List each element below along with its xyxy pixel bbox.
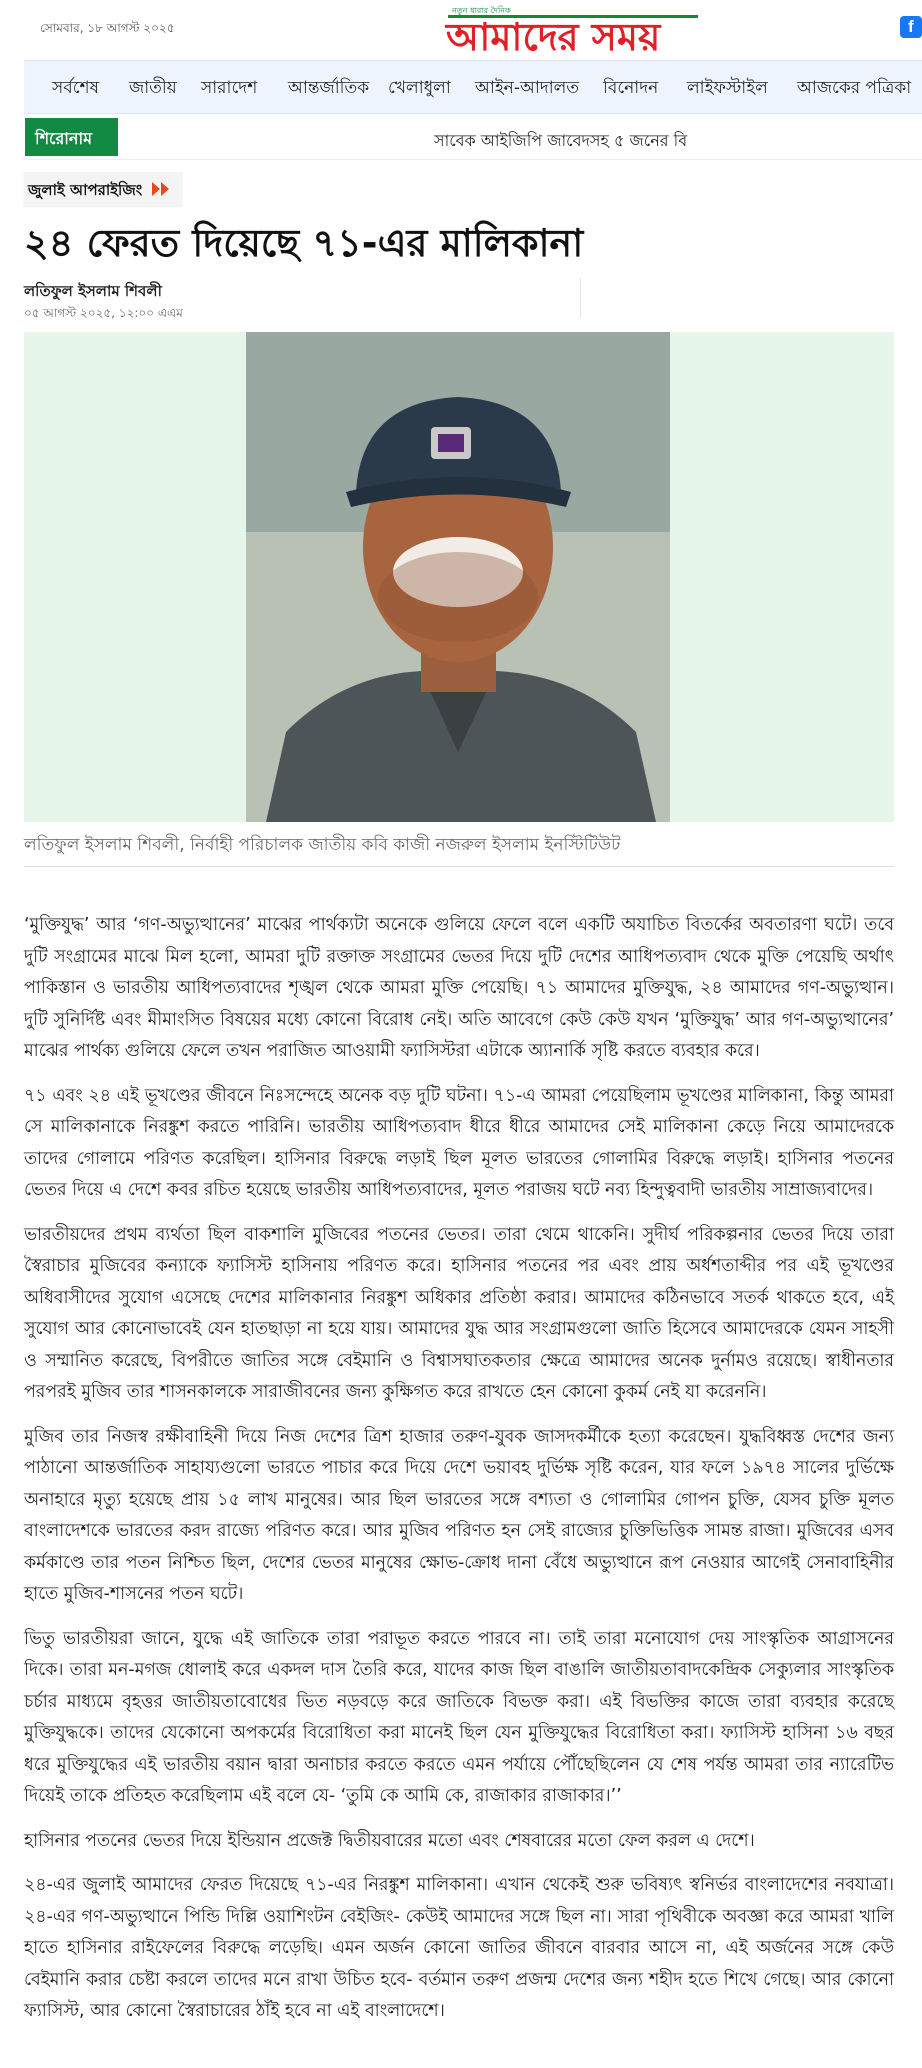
ticker-label: শিরোনাম	[25, 118, 118, 156]
article-paragraph: ‘মুক্তিযুদ্ধ’ আর ‘গণ-অভ্যুত্থানের’ মাঝের পার্থক্যটা অনেকে গুলিয়ে ফেলে বলে একটি অযাচিত বিতর্কের অবতারণা ঘটে। তবে দুটি সংগ্রামের মাঝে মিল হলো, আমরা দুটি রক্তাক্ত সংগ্রামের ভেতর দিয়ে দুটি দেশের আধিপত্যবাদ থেকে মুক্তি পেয়েছি অর্থাৎ পাকিস্তান ও ভারতীয় আধিপত্যবাদের শৃঙ্খল থেকে আমরা মুক্তি পেয়েছি। ৭১ আমাদের মুক্তিযুদ্ধ, ২৪ আমাদের গণ-অভ্যুত্থান। দুটি সুনির্দিষ্ট এবং মীমাংসিত বিষয়ের মধ্যে কোনো বিরোধ নেই। অতি আবেগে কেউ কেউ যখন ‘মুক্তিযুদ্ধ’ আর গণ-অভ্যুত্থানের’ মাঝের পার্থক্য গুলিয়ে ফেলে তখন পরাজিত আওয়ামী ফ্যাসিস্টরা এটাকে অ্যানার্কি সৃষ্টি করতে ব্যবহার করে।	[24, 915, 894, 1061]
news-ticker	[24, 116, 922, 160]
nav-item-international[interactable]: আন্তর্জাতিক	[288, 78, 370, 98]
category-tag-label: জুলাই আপরাইজিং	[28, 181, 143, 199]
nav-item-country[interactable]: সারাদেশ	[201, 78, 258, 98]
nav-item-latest[interactable]: সর্বশেষ	[52, 78, 99, 98]
main-nav	[24, 60, 922, 114]
facebook-icon[interactable]: f	[900, 16, 922, 38]
double-arrow-icon	[152, 182, 172, 196]
article-paragraph: ৭১ এবং ২৪ এই ভূখণ্ডের জীবনে নিঃসন্দেহে অনেক বড় দুটি ঘটনা। ৭১-এ আমরা পেয়েছিলাম ভূখণ্ডের মালিকানা, কিন্তু আমরা সে মালিকানাকে নিরঙ্কুশ করতে পারিনি। ভারতীয় আধিপত্যবাদ ধীরে ধীরে আমাদের সেই মালিকানা কেড়ে নিয়ে আমাদেরকে তাদের গোলামে পরিণত করেছিল। হাসিনার বিরুদ্ধে লড়াই ছিল মূলত ভারতের গোলামির বিরুদ্ধে লড়াই। হাসিনার পতনের ভেতর দিয়ে এ দেশে কবর রচিত হয়েছে ভারতীয় আধিপত্যবাদের, মূলত পরাজয় ঘটে নব্য হিন্দুত্ববাদী ভারতীয় সাম্রাজ্যবাদের।	[24, 1085, 894, 1200]
article-headline: ২৪ ফেরত দিয়েছে ৭১-এর মালিকানা	[24, 221, 584, 265]
article-image-frame	[24, 332, 894, 822]
nav-item-national[interactable]: জাতীয়	[129, 78, 177, 98]
logo-text: আমাদের সময়	[446, 15, 661, 58]
nav-item-lifestyle[interactable]: লাইফস্টাইল	[687, 78, 768, 98]
publish-date: ০৫ আগস্ট ২০২৫, ১২:০০ এএম	[24, 306, 183, 320]
article-body	[24, 910, 894, 2041]
article-paragraph: হাসিনার পতনের ভেতর দিয়ে ইন্ডিয়ান প্রজেক্ট দ্বিতীয়বারের মতো এবং শেষবারের মতো ফেল করল এ দেশে।	[24, 1830, 755, 1851]
category-tag[interactable]	[24, 172, 182, 206]
article-paragraph: ভিতু ভারতীয়রা জানে, যুদ্ধে এই জাতিকে তারা পরাভূত করতে পারবে না। তাই তারা মনোযোগ দেয় সাংস্কৃতিক আগ্রাসনের দিকে। তারা মন-মগজ ধোলাই করে একদল দাস তৈরি করে, যাদের কাজ ছিল বাঙালি জাতীয়তাবাদকেন্দ্রিক সেক্যুলার সাংস্কৃতিক চর্চার মাধ্যমে বৃহত্তর জাতীয়তাবোধের ভিত নড়বড়ে করে জাতিকে বিভক্ত করা। এই বিভক্তির কাজে তারা ব্যবহার করেছে মুক্তিযুদ্ধকে। তাদের যেকোনো অপকর্মের বিরোধিতা করা মানেই ছিল যেন মুক্তিযুদ্ধের বিরোধিতা করা। ফ্যাসিস্ট হাসিনা ১৬ বছর ধরে মুক্তিযুদ্ধের এই ভারতীয় বয়ান দ্বারা অনাচার করতে করতে এমন পর্যায়ে পৌঁছেছিলেন যে শেষ পর্যন্ত আমরা তার ন্যারেটিভ দিয়েই তাকে প্রতিহত করেছিলাম এই বলে যে- ‘তুমি কে আমি কে, রাজাকার রাজাকার।’’	[24, 1628, 894, 1806]
image-caption: লতিফুল ইসলাম শিবলী, নির্বাহী পরিচালক জাতীয় কবি কাজী নজরুল ইসলাম ইনস্টিটিউট	[24, 835, 621, 855]
current-date: সোমবার, ১৮ আগস্ট ২০২৫	[40, 21, 175, 35]
nav-item-sports[interactable]: খেলাধুলা	[388, 78, 451, 98]
article-paragraph: মুজিব তার নিজস্ব রক্ষীবাহিনী দিয়ে নিজ দেশের ত্রিশ হাজার তরুণ-যুবক জাসদকর্মীকে হত্যা করেছেন। যুদ্ধবিধ্বস্ত দেশের জন্য পাঠানো আন্তর্জাতিক সাহায্যগুলো ভারতে পাচার করে দিয়ে দেশে ভয়াবহ দুর্ভিক্ষ সৃষ্টি করেন, যার ফলে ১৯৭৪ সালের দুর্ভিক্ষে অনাহারে মৃত্যু হয়েছে প্রায় ১৫ লাখ মানুষের। আর ছিল ভারতের সঙ্গে বশ্যতা ও গোলামির গোপন চুক্তি, যেসব চুক্তি মূলত বাংলাদেশকে ভারতের করদ রাজ্যে পরিণত করে। আর মুজিব পরিণত হন সেই রাজ্যের চুক্তিভিত্তিক সামন্ত রাজা। মুজিবের এসব কর্মকাণ্ডে তার পতন নিশ্চিত ছিল, দেশের ভেতর মানুষের ক্ষোভ-ক্রোধ দানা বেঁধে অভ্যুত্থানে রূপ নেওয়ার আগেই সেনাবাহিনীর হাতে মুজিব-শাসনের পতন ঘটে।	[24, 1426, 894, 1604]
top-bar	[24, 0, 922, 58]
article-paragraph: ভারতীয়দের প্রথম ব্যর্থতা ছিল বাকশালি মুজিবের পতনের ভেতর। তারা থেমে থাকেনি। সুদীর্ঘ পরিকল্পনার ভেতর দিয়ে তারা স্বৈরাচার মুজিবের কন্যাকে ফ্যাসিস্ট হাসিনায় পরিণত করে। হাসিনার পতনের পর এবং প্রায় অর্ধশতাব্দীর পর এই ভূখণ্ডের অধিবাসীদের সুযোগ এসেছে দেশের মালিকানার নিরঙ্কুশ অধিকার প্রতিষ্ঠা করার। আমাদের কঠিনভাবে সতর্ক থাকতে হবে, এই সুযোগ আর কোনোভাবেই যেন হাতছাড়া না হয়ে যায়। আমাদের যুদ্ধ আর সংগ্রামগুলো জাতি হিসেবে আমাদেরকে যেমন সাহসী ও সম্মানিত করেছে, বিপরীতে জাতির সঙ্গে বেইমানি ও বিশ্বাসঘাতকতার ক্ষেত্রে আমাদের অনেক দুর্নামও রয়েছে। স্বাধীনতার পরপরই মুজিব তার শাসনকালকে সারাজীবনের জন্য কুক্ষিগত করে রাখতে হেন কোনো কুকর্ম নেই যা করেননি।	[24, 1224, 894, 1402]
nav-item-law-court[interactable]: আইন-আদালত	[475, 78, 580, 98]
article-paragraph: ২৪-এর জুলাই আমাদের ফেরত দিয়েছে ৭১-এর নিরঙ্কুশ মালিকানা। এখান থেকেই শুরু ভবিষ্যৎ স্বনির্ভর বাংলাদেশের নবযাত্রা। ২৪-এর গণ-অভ্যুত্থানে পিন্ডি দিল্লি ওয়াশিংটন বেইজিং- কেউই আমাদের সঙ্গে ছিল না। সারা পৃথিবীকে অবজ্ঞা করে আমরা খালি হাতে হাসিনার রাইফেলের বিরুদ্ধে লড়েছি। এমন অর্জন কোনো জাতির জীবনে বারবার আসে না, এই অর্জনের সঙ্গে কেউ বেইমানি করার চেষ্টা করলে তাদের মনে রাখা উচিত হবে- বর্তমান তরুণ প্রজন্ম দেশের জন্য শহীদ হতে শিখে গেছে। আর কোনো ফ্যাসিস্ট, আর কোনো স্বৈরাচারের ঠাঁই হবে না এই বাংলাদেশে।	[24, 1875, 894, 2021]
author-portrait	[246, 332, 670, 822]
caption-divider	[24, 866, 894, 867]
ticker-headline[interactable]: সাবেক আইজিপি জাবেদসহ ৫ জনের বি	[434, 131, 688, 150]
logo-tagline: নতুন ধারার দৈনিক	[452, 6, 511, 15]
site-logo[interactable]	[428, 2, 748, 58]
nav-item-entertainment[interactable]: বিনোদন	[603, 78, 659, 98]
author-name[interactable]: লতিফুল ইসলাম শিবলী	[24, 282, 162, 300]
nav-item-todays-paper[interactable]: আজকের পত্রিকা	[797, 78, 912, 98]
meta-divider	[580, 278, 581, 318]
